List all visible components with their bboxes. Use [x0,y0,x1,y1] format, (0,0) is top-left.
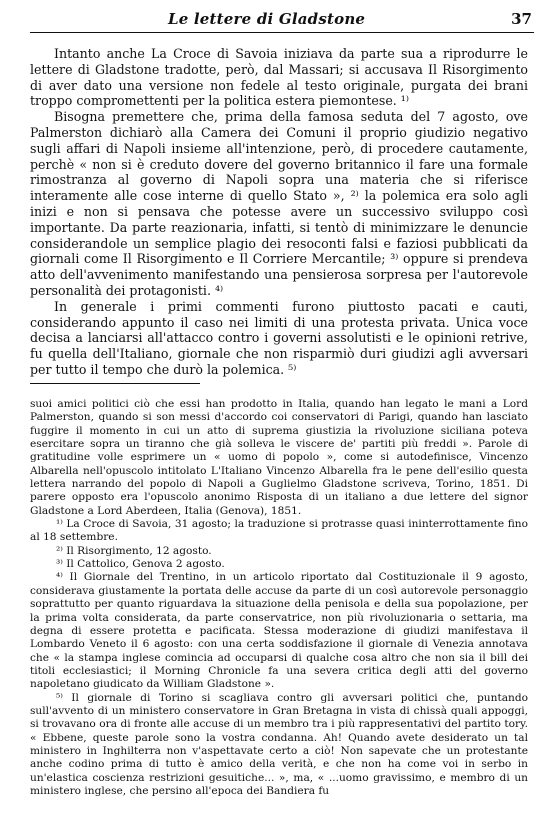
running-header [30,6,534,33]
footnote-separator [30,383,200,384]
footnote-1: ¹⁾ La Croce di Savoia, 31 agosto; la traduzione si protrasse quasi ininterrottamente fino al 18 settembre. [30,518,528,544]
paragraph-3: In generale i primi commenti furono piuttosto pacati e cauti, considerando appunto il caso nei limiti di una protesta privata. Unica voce decisa a lanciarsi all'attacco contro i governi assolutisti e le opinioni retrive, fu quella dell'Italiano, giornale che non risparmiò duri giudizi agli avversari per tutto il tempo che durò la polemica. ⁵⁾ [30,298,528,377]
footnote-5: ⁵⁾ Il giornale di Torino si scagliava contro gli avversari politici che, puntando sull'avvento di un ministero conservatore in Gran Bretagna in vista di chissà quali appoggi, si trovavano ora di fronte alle accuse di un membro tra i più rappresentativi del partito tory. « Ebbene, queste parole sono la vostra condanna. Ah! Quando avete desiderato un tal ministero in Inghilterra non v'aspettavate certo a ciò! Non sapevate che un protestante anche codino prima di tutto è amico della verità, e che non ha come voi in serbo in un'elastica coscienza restrizioni gesuitiche... », ma, « ...uomo gravissimo, e membro di un ministero inglese, che persino all'epoca dei Bandiera fu [30,691,528,797]
footnote-2: ²⁾ Il Risorgimento, 12 agosto. [56,544,212,557]
paragraph-2: Bisogna premettere che, prima della famosa seduta del 7 agosto, ove Palmerston dichiarò alla Camera dei Comuni il proprio giudizio negativo sugli affari di Napoli insieme all'intenzione, però, di procedere cautamente, perchè « non si è creduto dovere del governo britannico il fare una formale rimostranza al governo di Napoli sopra una materia che si riferisce interamente alle cose interne di quello Stato », ²⁾ la polemica era solo agli inizi e non si pensava che potesse avere un successivo sviluppo così importante. Da parte reazionaria, infatti, si tentò di minimizzare le denuncie considerandole un semplice plagio dei resoconti falsi e faziosi pubblicati da giornali come Il Risorgimento e Il Corriere Mercantile; ³⁾ oppure si prendeva atto dell'avvenimento manifestando una pensierosa sorpresa per l'autorevole personalità dei protagonisti. ⁴⁾ [30,109,528,298]
paragraph-1: Intanto anche La Croce di Savoia iniziava da parte sua a riprodurre le lettere di Gladstone tradotte, però, dal Massari; si accusava Il Risorgimento di aver dato una versione non fedele al testo originale, purgata dei brani troppo compromettenti per la politica estera piemontese. ¹⁾ [30,46,528,109]
main-text [30,46,528,378]
page-number: 37 [511,10,532,28]
footnotes [30,398,528,798]
running-title: Le lettere di Gladstone [168,10,366,28]
footnote-continuation: suoi amici politici ciò che essi han prodotto in Italia, quando han legato le mani a Lord Palmerston, quando si son messi d'accordo coi conservatori di Parigi, quando han lasciato fuggire il momento in cui un atto di suprema giustizia la rivoluzione siciliana poteva esercitare sopra un tiranno che già solleva le viscere de' partiti più freddi ». Parole di gratitudine volle esprimere un « uomo di popolo », come si autodefinisce, Vincenzo Albarella nell'opuscolo intitolato L'Italiano Vincenzo Albarella fra le pene dell'esilio questa lettera narrando del popolo di Napoli a Guglielmo Gladstone scriveva, Torino, 1851. Di parere opposto era l'opuscolo anonimo Risposta di un italiano a due lettere del signor Gladstone a Lord Aberdeen, Italia (Genova), 1851. [30,398,528,517]
footnote-3: ³⁾ Il Cattolico, Genova 2 agosto. [56,558,225,571]
footnote-4: ⁴⁾ Il Giornale del Trentino, in un articolo riportato dal Costituzionale il 9 agosto, considerava giustamente la portata delle accuse da parte di un così autorevole personaggio soprattutto per quanto riguardava la situazione della penisola e della sua popolazione, per la prima volta considerata, da parte conservatrice, non più rivoluzionaria o settaria, ma degna di essere protetta e pacificata. Stessa moderazione di giudizi manifestava il Lombardo Veneto il 6 agosto: con una certa soddisfazione il giornale di Venezia annotava che « la stampa inglese comincia ad occuparsi di qualche cosa altro che non sia il bill dei titoli ecclesiastici; il Morning Chronicle fa una severa critica degli atti del governo napoletano giudicato da William Gladstone ». [30,571,528,691]
